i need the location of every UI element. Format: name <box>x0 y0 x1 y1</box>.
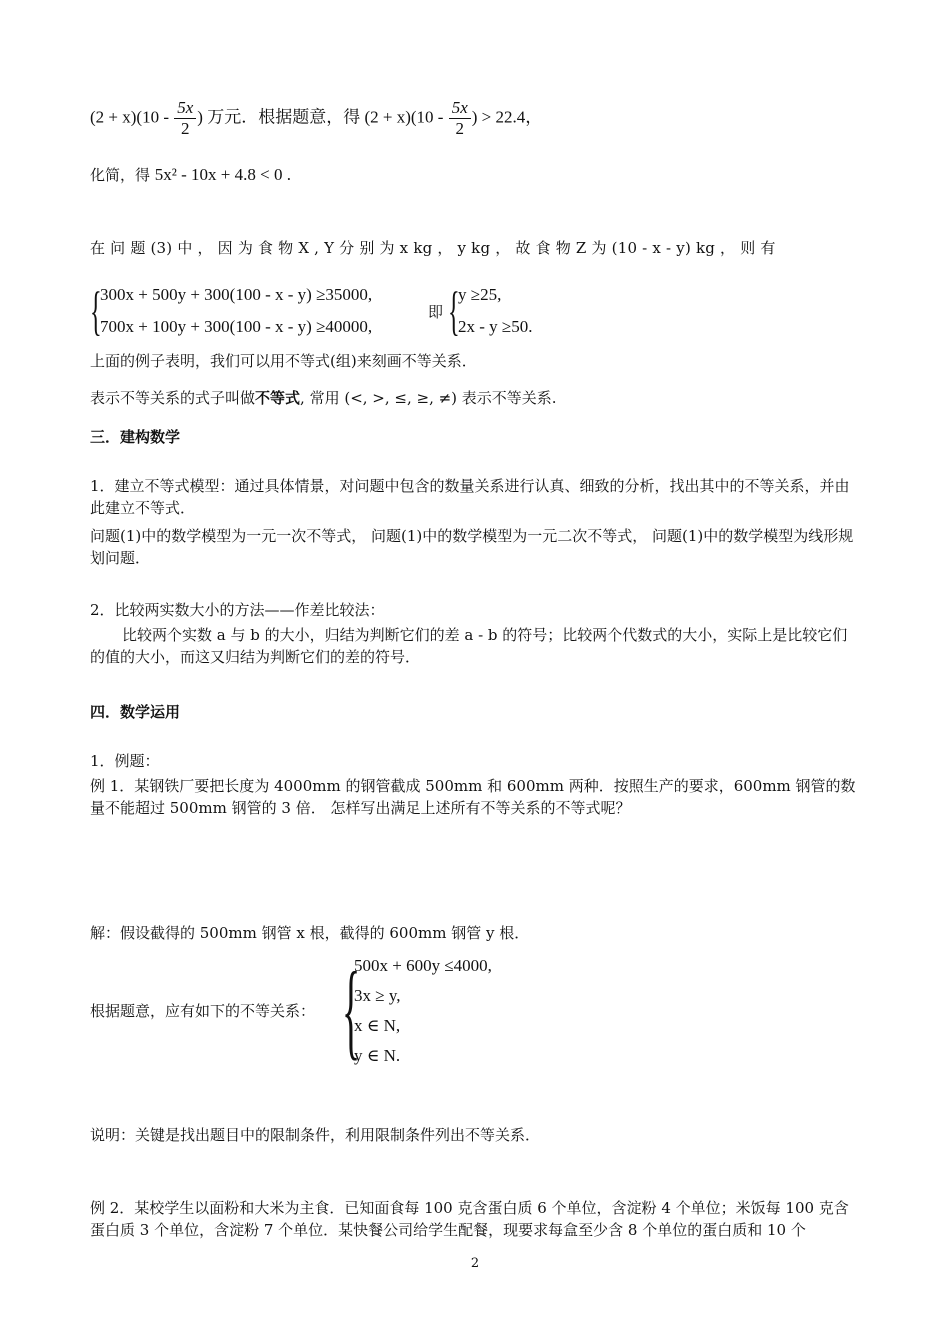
system2-lines: 500x + 600y ≤4000, 3x ≥ y, x ∈ N, y ∈ N. <box>354 956 492 1065</box>
system2-label: 根据题意，应有如下的不等关系： <box>90 1002 316 1020</box>
paragraph-model-types: 问题(1)中的数学模型为一元一次不等式， 问题(1)中的数学模型为一元二次不等式， 问题(1)中的数学模型为线形规划问题． <box>90 527 854 567</box>
section-heading-3: 三．建构数学 <box>90 428 181 446</box>
problem3-line: 在 问 题 (3) 中 ， 因 为 食 物 X , Y 分 别 为 x kg ， y kg ， 故 食 物 Z 为 (10 - x - y) kg ， 则 有 <box>90 239 776 257</box>
left-brace-2: { <box>342 951 361 1070</box>
paragraph-definition: 表示不等关系的式子叫做不等式, 常用 (<, >, ≤, ≥, ≠) 表示不等关系. <box>90 389 557 407</box>
term-inequality: 不等式 <box>255 389 301 407</box>
solution-line: 解：假设截得的 500mm 钢管 x 根，截得的 600mm 钢管 y 根． <box>90 924 530 942</box>
example-2: 例 2．某校学生以面粉和大米为主食．已知面食每 100 克含蛋白质 6 个单位，含淀粉 4 个单位；米饭每 100 克含蛋白质 3 个单位，含淀粉 7 个单位．某快餐公司给学生配餐，现要求每盒至少含 8 个单位的蛋白质和 10 个 <box>90 1199 849 1239</box>
simplify-line: 化简，得 5x² - 10x + 4.8 < 0 . <box>90 165 291 184</box>
page-number: 2 <box>470 1256 480 1271</box>
system1-connector: 即 <box>428 303 444 321</box>
left-brace-1b: { <box>448 281 460 341</box>
eq1-part1: (2 + x)(10 - <box>90 107 174 127</box>
eq1-part3: ) > 22.4， <box>471 107 543 127</box>
simplified-expression: 5x² - 10x + 4.8 < 0 . <box>154 165 291 184</box>
left-brace-1: { <box>90 281 102 341</box>
inequality-system-1b <box>448 281 533 341</box>
system1-left-lines: 300x + 500y + 300(100 - x - y) ≥35000, 700x + 100y + 300(100 - x - y) ≥40000, <box>100 285 373 336</box>
note-line: 说明：关键是找出题目中的限制条件，利用限制条件列出不等关系． <box>90 1126 541 1144</box>
example-1: 例 1．某钢铁厂要把长度为 4000mm 的钢管截成 500mm 和 600mm 两种．按照生产的要求，600mm 钢管的数量不能超过 500mm 钢管的 3 倍． 怎样写出满足上述所有不等关系的不等式呢？ <box>90 777 856 817</box>
fraction-2: $\frac{5x}{2}$ <box>449 98 471 139</box>
examples-label: 1．例题： <box>90 752 160 770</box>
paragraph-model: 1．建立不等式模型：通过具体情景，对问题中包含的数量关系进行认真、细致的分析，找出其中的不等关系，并由此建立不等式． <box>90 477 850 517</box>
eq1-part2: ) 万元．根据题意，得 (2 + x)(10 - <box>197 107 448 127</box>
paragraph-compare-title: 2．比较两实数大小的方法——作差比较法： <box>90 601 385 619</box>
inequality-system-1 <box>90 281 372 341</box>
equation-line-1 <box>90 98 542 139</box>
paragraph-compare-body: 比较两个实数 a 与 b 的大小，归结为判断它们的差 a - b 的符号；比较两个代数式的大小，实际上是比较它们的值的大小，而这又归结为判断它们的差的符号． <box>90 626 848 666</box>
inequality-system-2 <box>342 952 492 1070</box>
fraction-1: $\frac{5x}{2}$ <box>174 98 196 139</box>
section-heading-4: 四．数学运用 <box>90 703 181 721</box>
paragraph-example-conclusion: 上面的例子表明，我们可以用不等式(组)来刻画不等关系． <box>90 352 477 370</box>
system1-right-lines: y ≥25, 2x - y ≥50. <box>458 285 533 336</box>
